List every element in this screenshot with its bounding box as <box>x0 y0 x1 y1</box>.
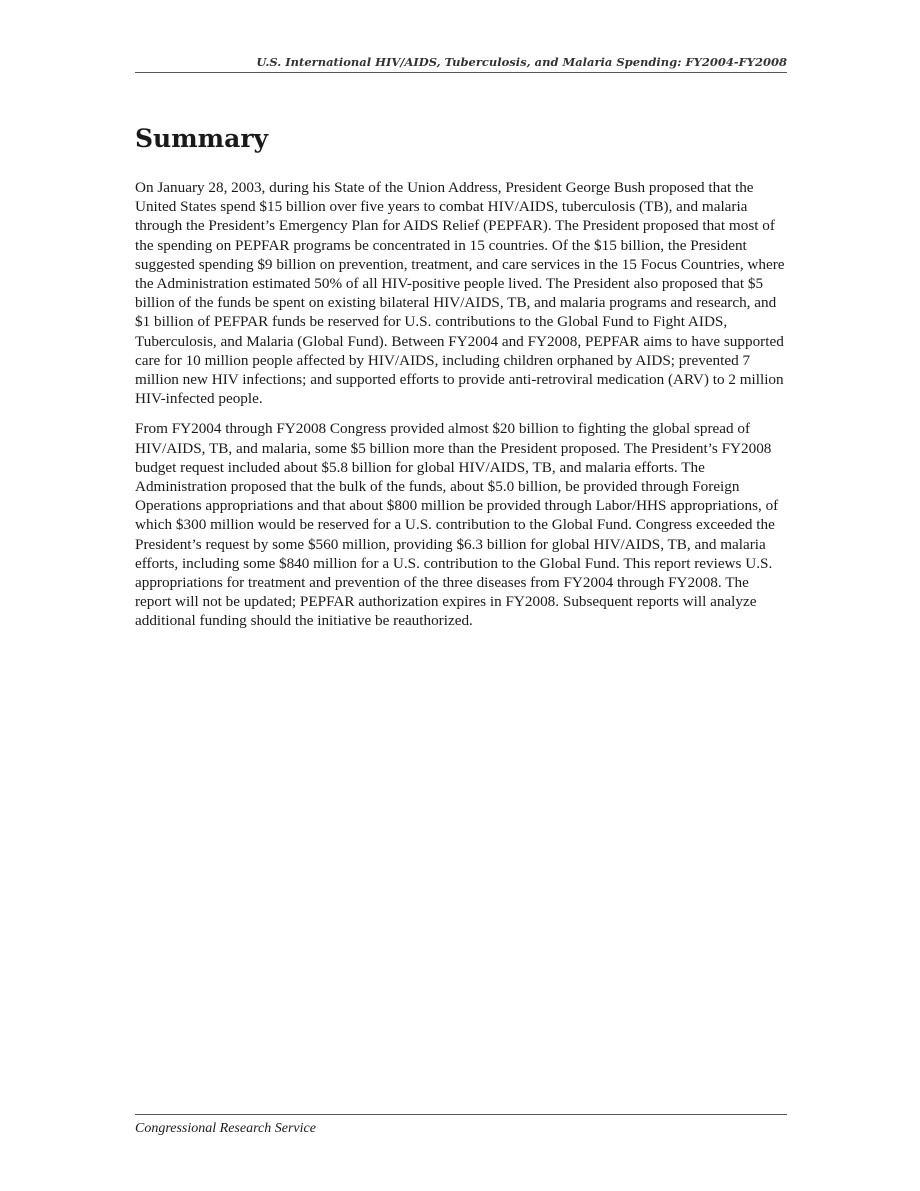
footer-rule <box>135 1114 787 1115</box>
summary-body <box>135 178 787 642</box>
summary-paragraph-1: On January 28, 2003, during his State of the Union Address, President George Bush proposed that the United States spend $15 billion over five years to combat HIV/AIDS, tuberculosis (TB), and malaria through the President’s Emergency Plan for AIDS Relief (PEPFAR). The President proposed that most of the spending on PEPFAR programs be concentrated in 15 countries. Of the $15 billion, the President suggested spending $9 billion on prevention, treatment, and care services in the 15 Focus Countries, where the Administration estimated 50% of all HIV-positive people lived. The President also proposed that $5 billion of the funds be spent on existing bilateral HIV/AIDS, TB, and malaria programs and research, and $1 billion of PEFPAR funds be reserved for U.S. contributions to the Global Fund to Fight AIDS, Tuberculosis, and Malaria (Global Fund). Between FY2004 and FY2008, PEPFAR aims to have supported care for 10 million people affected by HIV/AIDS, including children orphaned by AIDS; prevented 7 million new HIV infections; and supported efforts to provide anti-retroviral medication (ARV) to 2 million HIV-infected people. <box>135 179 785 408</box>
running-header: U.S. International HIV/AIDS, Tuberculosis, and Malaria Spending: FY2004-FY2008 <box>256 55 787 69</box>
running-footer: Congressional Research Service <box>135 1121 316 1136</box>
page-title: Summary <box>135 124 269 153</box>
header-rule <box>135 72 787 73</box>
summary-paragraph-2: From FY2004 through FY2008 Congress provided almost $20 billion to fighting the global spread of HIV/AIDS, TB, and malaria, some $5 billion more than the President proposed. The President’s FY2008 budget request included about $5.8 billion for global HIV/AIDS, TB, and malaria efforts. The Administration proposed that the bulk of the funds, about $5.0 billion, be provided through Foreign Operations appropriations and that about $800 million be provided through Labor/HHS appropriations, of which $300 million would be reserved for a U.S. contribution to the Global Fund. Congress exceeded the President’s request by some $560 million, providing $6.3 billion for global HIV/AIDS, TB, and malaria efforts, including some $840 million for a U.S. contribution to the Global Fund. This report reviews U.S. appropriations for treatment and prevention of the three diseases from FY2004 through FY2008. The report will not be updated; PEPFAR authorization expires in FY2008. Subsequent reports will analyze additional funding should the initiative be reauthorized. <box>135 420 779 630</box>
